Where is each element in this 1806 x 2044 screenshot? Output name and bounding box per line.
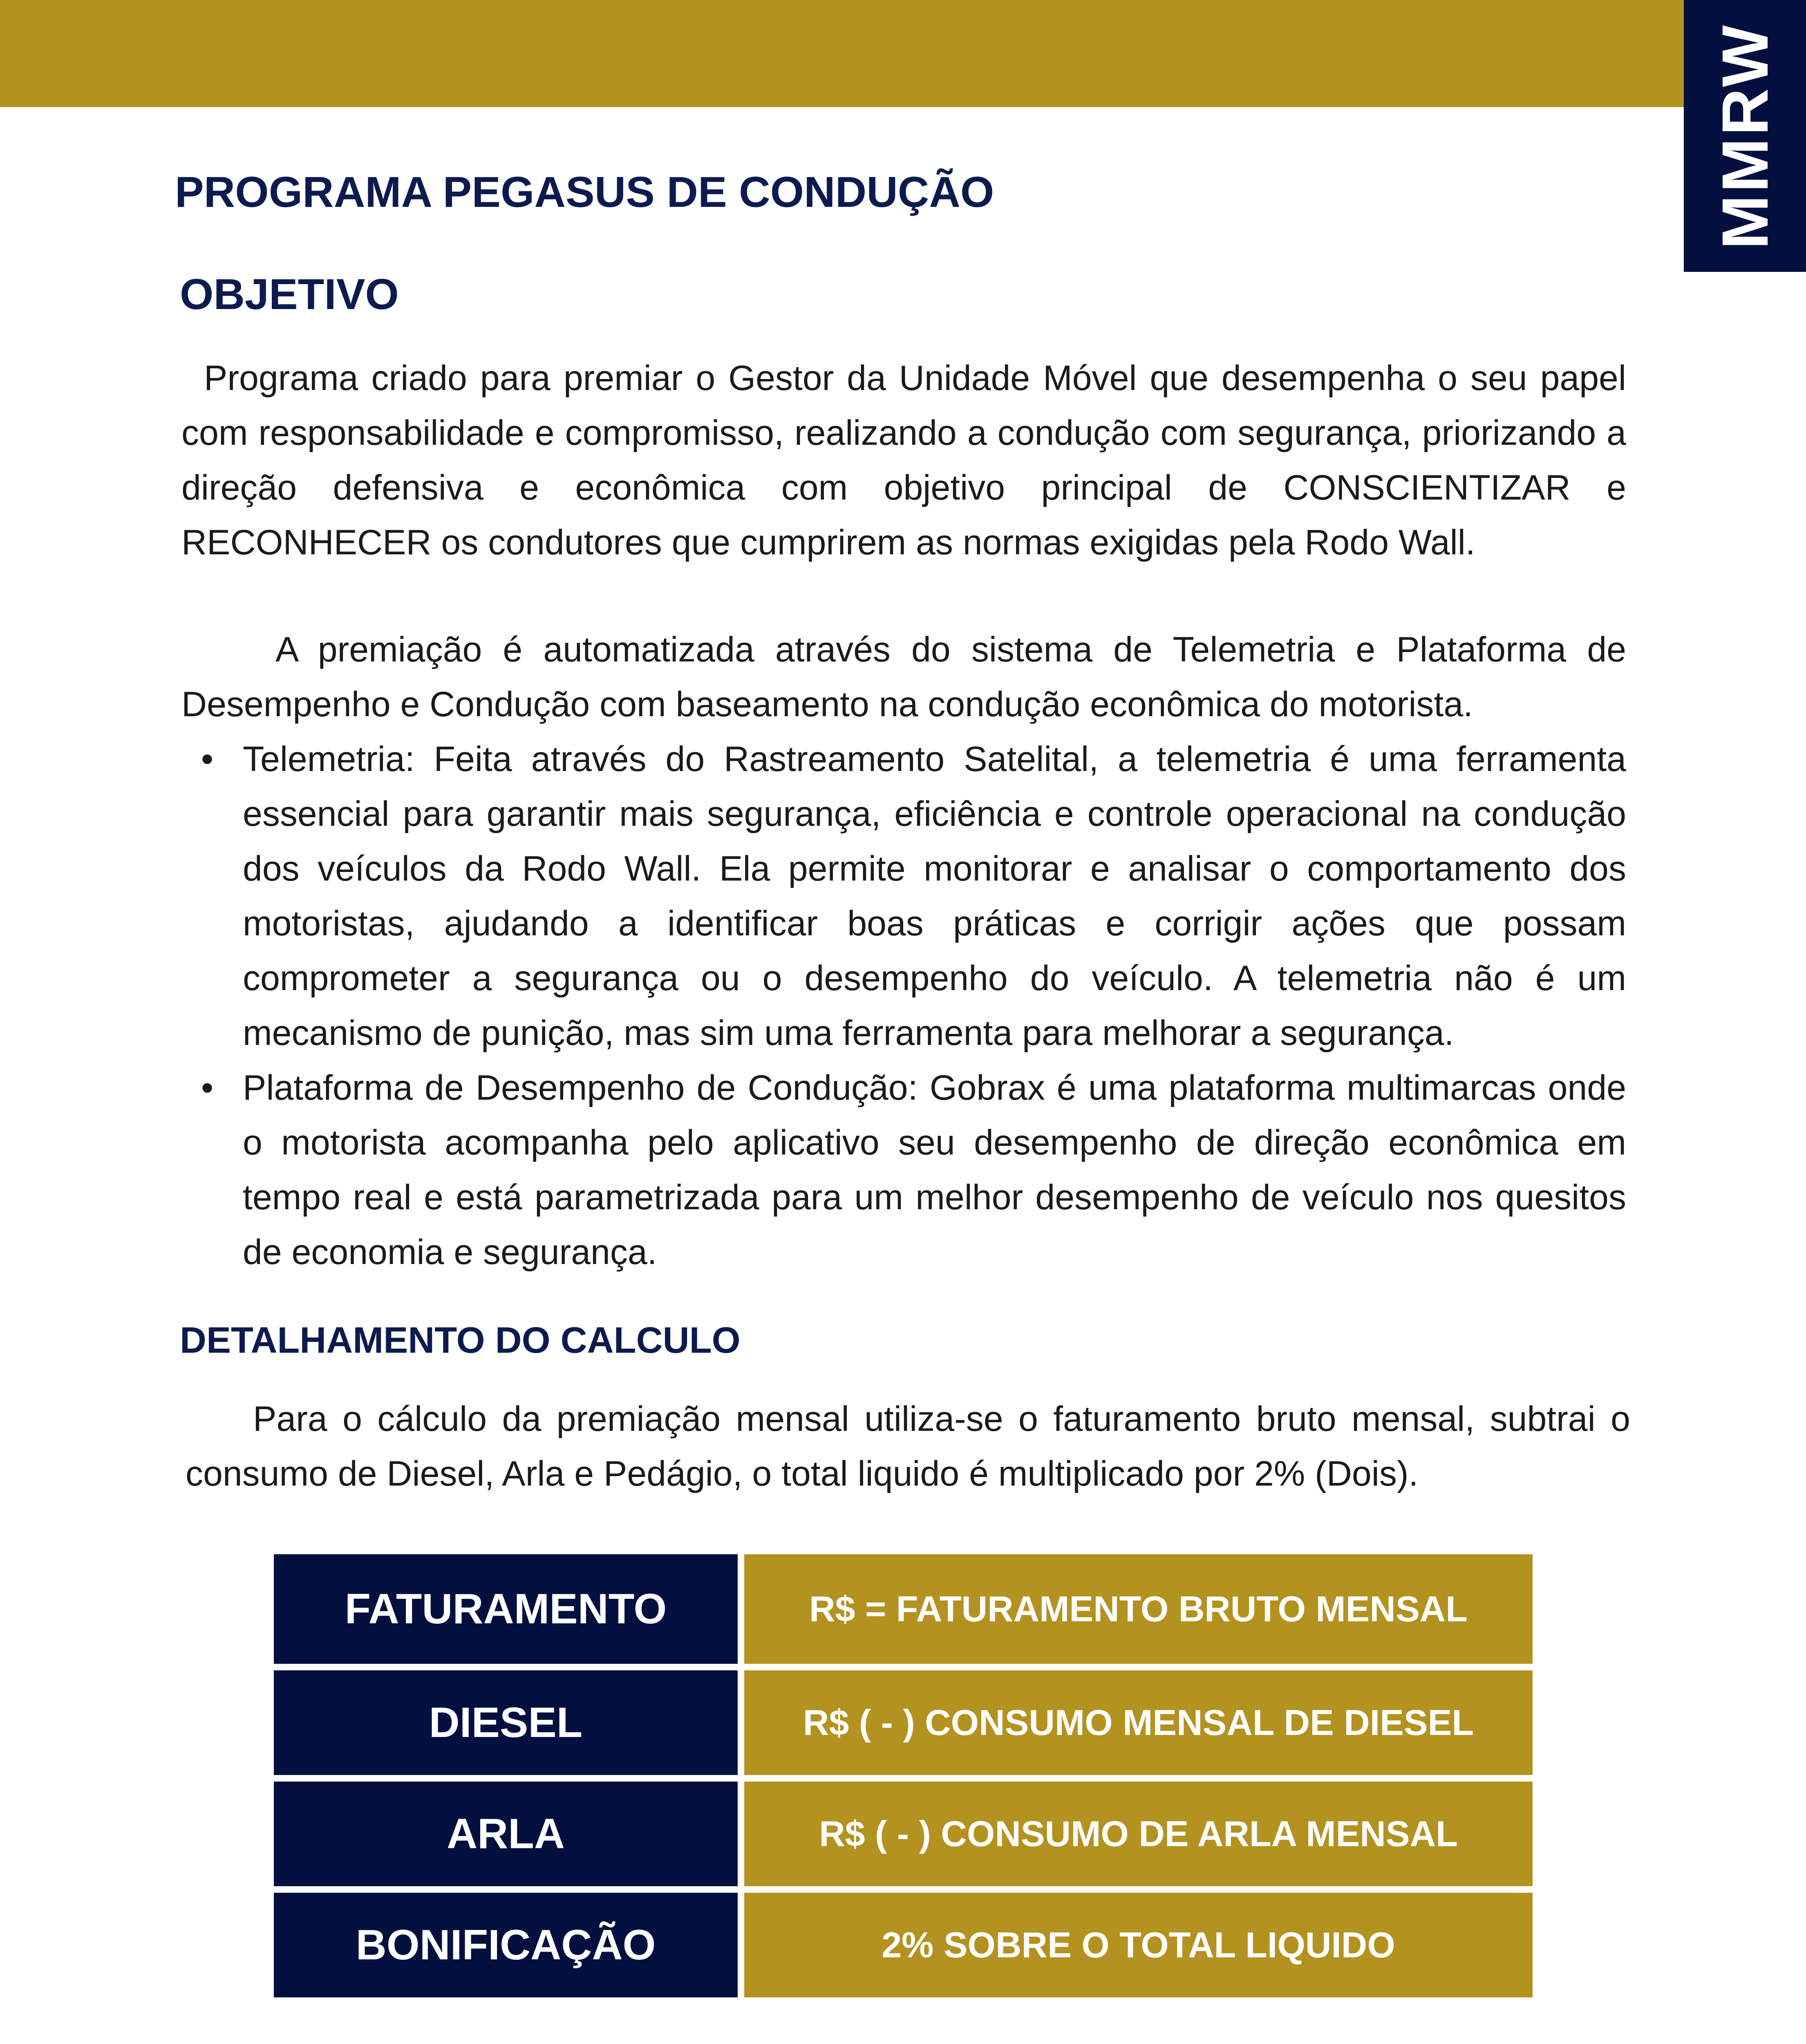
calc-heading: DETALHAMENTO DO CALCULO [180, 1320, 741, 1361]
calc-table [274, 1554, 1533, 2004]
bullet-list [181, 732, 1626, 1280]
table-label-cell: ARLA [274, 1782, 738, 1886]
objective-heading: OBJETIVO [180, 270, 399, 318]
objective-paragraph: Programa criado para premiar o Gestor da Unidade Móvel que desempenha o seu papel com responsabilidade e compromisso, realizando a condução com segurança, priorizando a direção defensiva e econômica com objetivo principal de CONSCIENTIZAR e RECONHECER os condutores que cumprirem as normas exigidas pela Rodo Wall. [181, 359, 1626, 562]
page-title: PROGRAMA PEGASUS DE CONDUÇÃO [175, 168, 994, 216]
header-band [0, 0, 1684, 107]
side-tab [1684, 0, 1806, 272]
bullet-text: Telemetria: Feita através do Rastreamento Satelital, a telemetria é uma ferramenta essencial para garantir mais segurança, eficiência e controle operacional na condução dos veículos da Rodo Wall. Ela permite monitorar e analisar o comportamento dos motoristas, ajudando a identificar boas práticas e corrigir ações que possam comprometer a segurança ou o desempenho do veículo. A telemetria não é um mecanismo de punição, mas sim uma ferramenta para melhorar a segurança. [243, 740, 1626, 1053]
bullet-text: Plataforma de Desempenho de Condução: Gobrax é uma plataforma multimarcas onde o motorista acompanha pelo aplicativo seu desempenho de direção econômica em tempo real e está parametrizada para um melhor desempenho de veículo nos quesitos de economia e segurança. [243, 1068, 1626, 1272]
table-row [274, 1670, 1533, 1775]
automation-paragraph: A premiação é automatizada através do sistema de Telemetria e Plataforma de Desempenho e Condução com baseamento na condução econômica do motorista. [181, 630, 1626, 724]
table-value-cell: R$ ( - ) CONSUMO MENSAL DE DIESEL [744, 1670, 1533, 1775]
list-item [181, 732, 1626, 1060]
table-label-cell: DIESEL [274, 1670, 738, 1775]
list-item [181, 1060, 1626, 1280]
bullet-icon: • [201, 740, 214, 779]
table-label-cell: FATURAMENTO [274, 1554, 738, 1664]
table-row [274, 1893, 1533, 1997]
table-row [274, 1554, 1533, 1664]
calc-paragraph: Para o cálculo da premiação mensal utiliza-se o faturamento bruto mensal, subtrai o consumo de Diesel, Arla e Pedágio, o total liquido é multiplicado por 2% (Dois). [186, 1399, 1630, 1493]
bullet-icon: • [201, 1068, 214, 1107]
table-value-cell: R$ = FATURAMENTO BRUTO MENSAL [744, 1554, 1533, 1664]
table-label-cell: BONIFICAÇÃO [274, 1893, 738, 1997]
side-tab-label: MMRW [1708, 22, 1781, 249]
table-row [274, 1782, 1533, 1886]
table-value-cell: R$ ( - ) CONSUMO DE ARLA MENSAL [744, 1782, 1533, 1886]
table-value-cell: 2% SOBRE O TOTAL LIQUIDO [744, 1893, 1533, 1997]
